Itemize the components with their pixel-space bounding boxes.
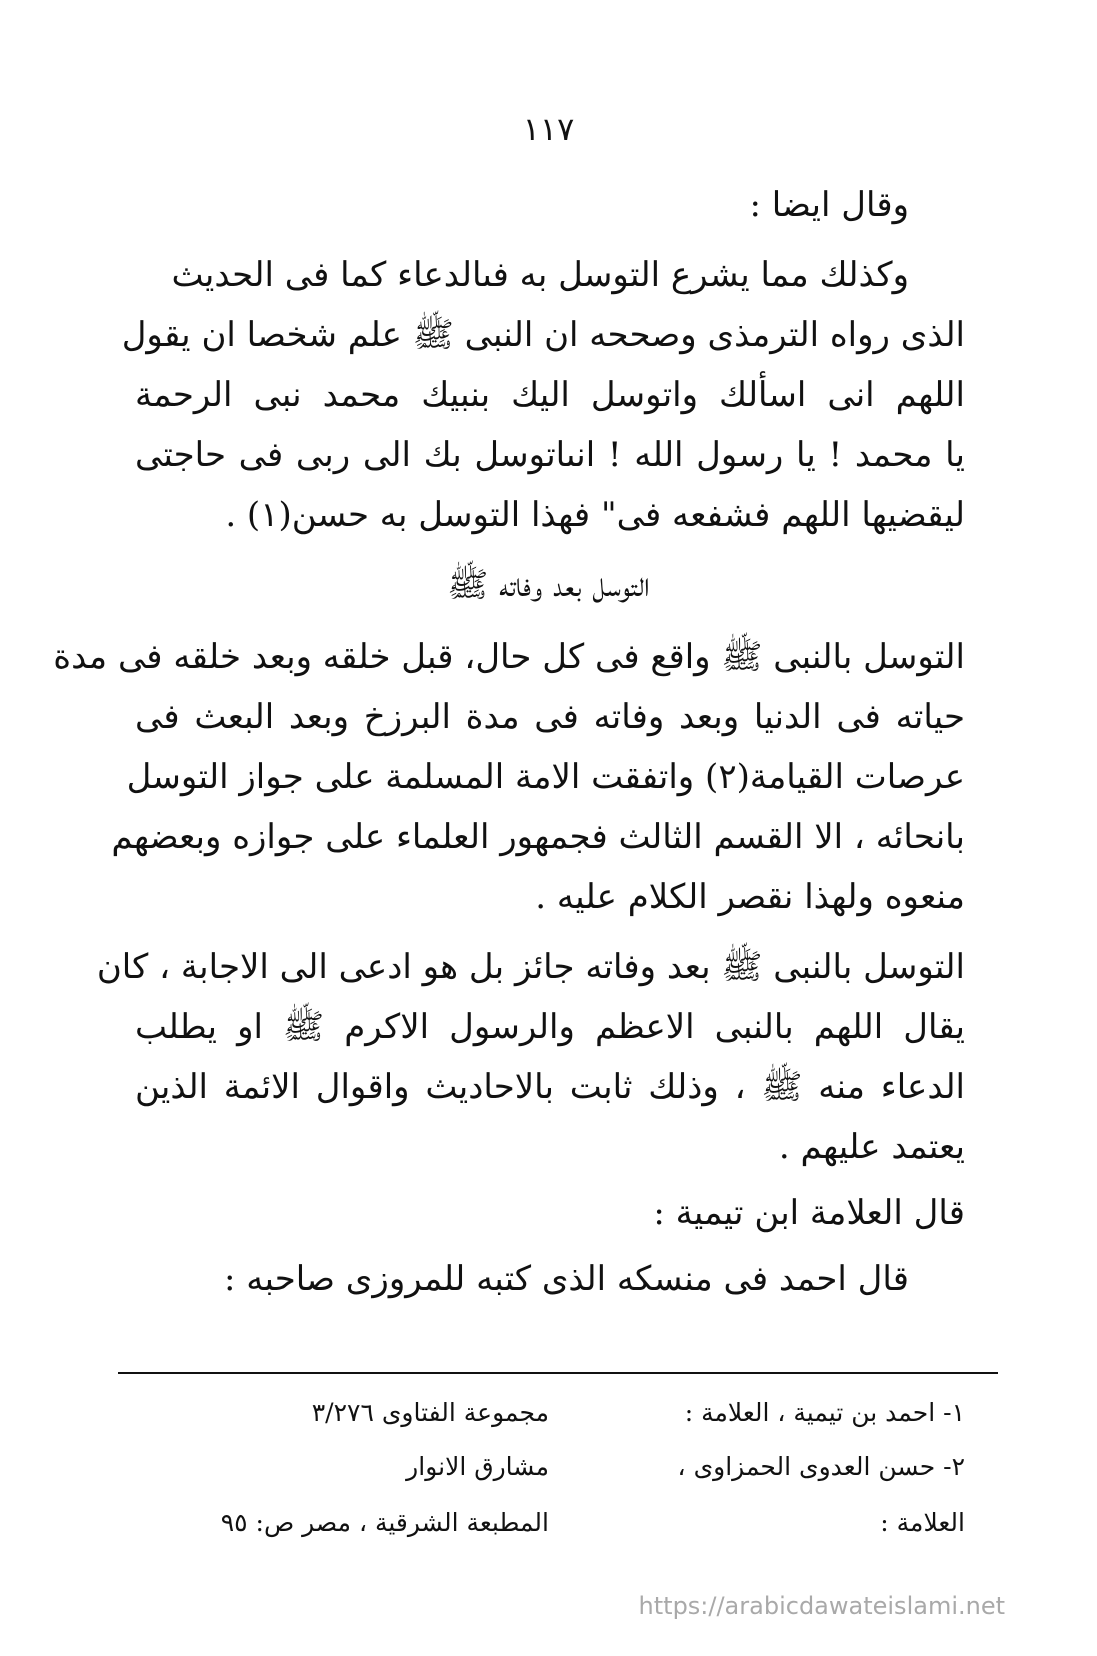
footnote-2-source: مشارق الانوار [406, 1452, 549, 1481]
para3-line-4: يعتمد عليهم . [778, 1127, 965, 1167]
section-heading: التوسل بعد وفاته ﷺ [447, 565, 650, 605]
para2-line-1: التوسل بالنبى ﷺ واقع فى كل حال، قبل خلقه وبعد خلقه فى مدة [53, 637, 965, 677]
para3-line-1: التوسل بالنبى ﷺ بعد وفاته جائز بل هو ادعى الى الاجابة ، كان [96, 947, 965, 987]
para2-line-2: حياته فى الدنيا وبعد وفاته فى مدة البرزخ وبعد البعث فى [135, 697, 965, 737]
footnote-2-author: ٢- حسن العدوى الحمزاوى ، [677, 1452, 965, 1481]
footnote-divider [118, 1372, 998, 1374]
para2-line-5: منعوه ولهذا نقصر الكلام عليه . [535, 877, 965, 917]
para1-line-1: وكذلك مما يشرع التوسل به فىالدعاء كما فى الحديث [171, 255, 909, 295]
para1-line-3: اللهم انى اسألك واتوسل اليك بنبيك محمد نبى الرحمة [135, 375, 965, 415]
para3-line-2: يقال اللهم بالنبى الاعظم والرسول الاكرم ﷺ او يطلب [135, 1007, 965, 1047]
footnote-1-source: مجموعة الفتاوى ٣/٢٧٦ [311, 1398, 549, 1427]
footnote-2-publisher: المطبعة الشرقية ، مصر ص: ٩٥ [220, 1508, 549, 1537]
footnote-2-continuation: العلامة : [880, 1508, 965, 1537]
intro-line: وقال ايضا : [749, 185, 909, 225]
para2-line-4: بانحائه ، الا القسم الثالث فجمهور العلماء على جوازه وبعضهم [111, 817, 965, 857]
para1-line-2: الذى رواه الترمذى وصححه ان النبى ﷺ علم شخصا ان يقول [121, 315, 965, 355]
watermark-url: https://arabicdawateislami.net [638, 1592, 1005, 1620]
para2-line-3: عرصات القيامة(٢) واتفقت الامة المسلمة على جواز التوسل [126, 757, 965, 797]
para3-line-3: الدعاء منه ﷺ ، وذلك ثابت بالاحاديث واقوال الائمة الذين [135, 1067, 965, 1107]
footnote-1-author: ١- احمد بن تيمية ، العلامة : [684, 1398, 965, 1427]
para1-line-4: يا محمد ! يا رسول الله ! انىاتوسل بك الى ربى فى حاجتى [135, 435, 965, 475]
page-number: ١١٧ [522, 110, 575, 148]
para5-line: قال احمد فى منسكه الذى كتبه للمروزى صاحبه : [223, 1259, 909, 1299]
para1-line-5: ليقضيها اللهم فشفعه فى" فهذا التوسل به حسن(١) . [225, 495, 965, 535]
para4-intro: قال العلامة ابن تيمية : [653, 1193, 965, 1233]
